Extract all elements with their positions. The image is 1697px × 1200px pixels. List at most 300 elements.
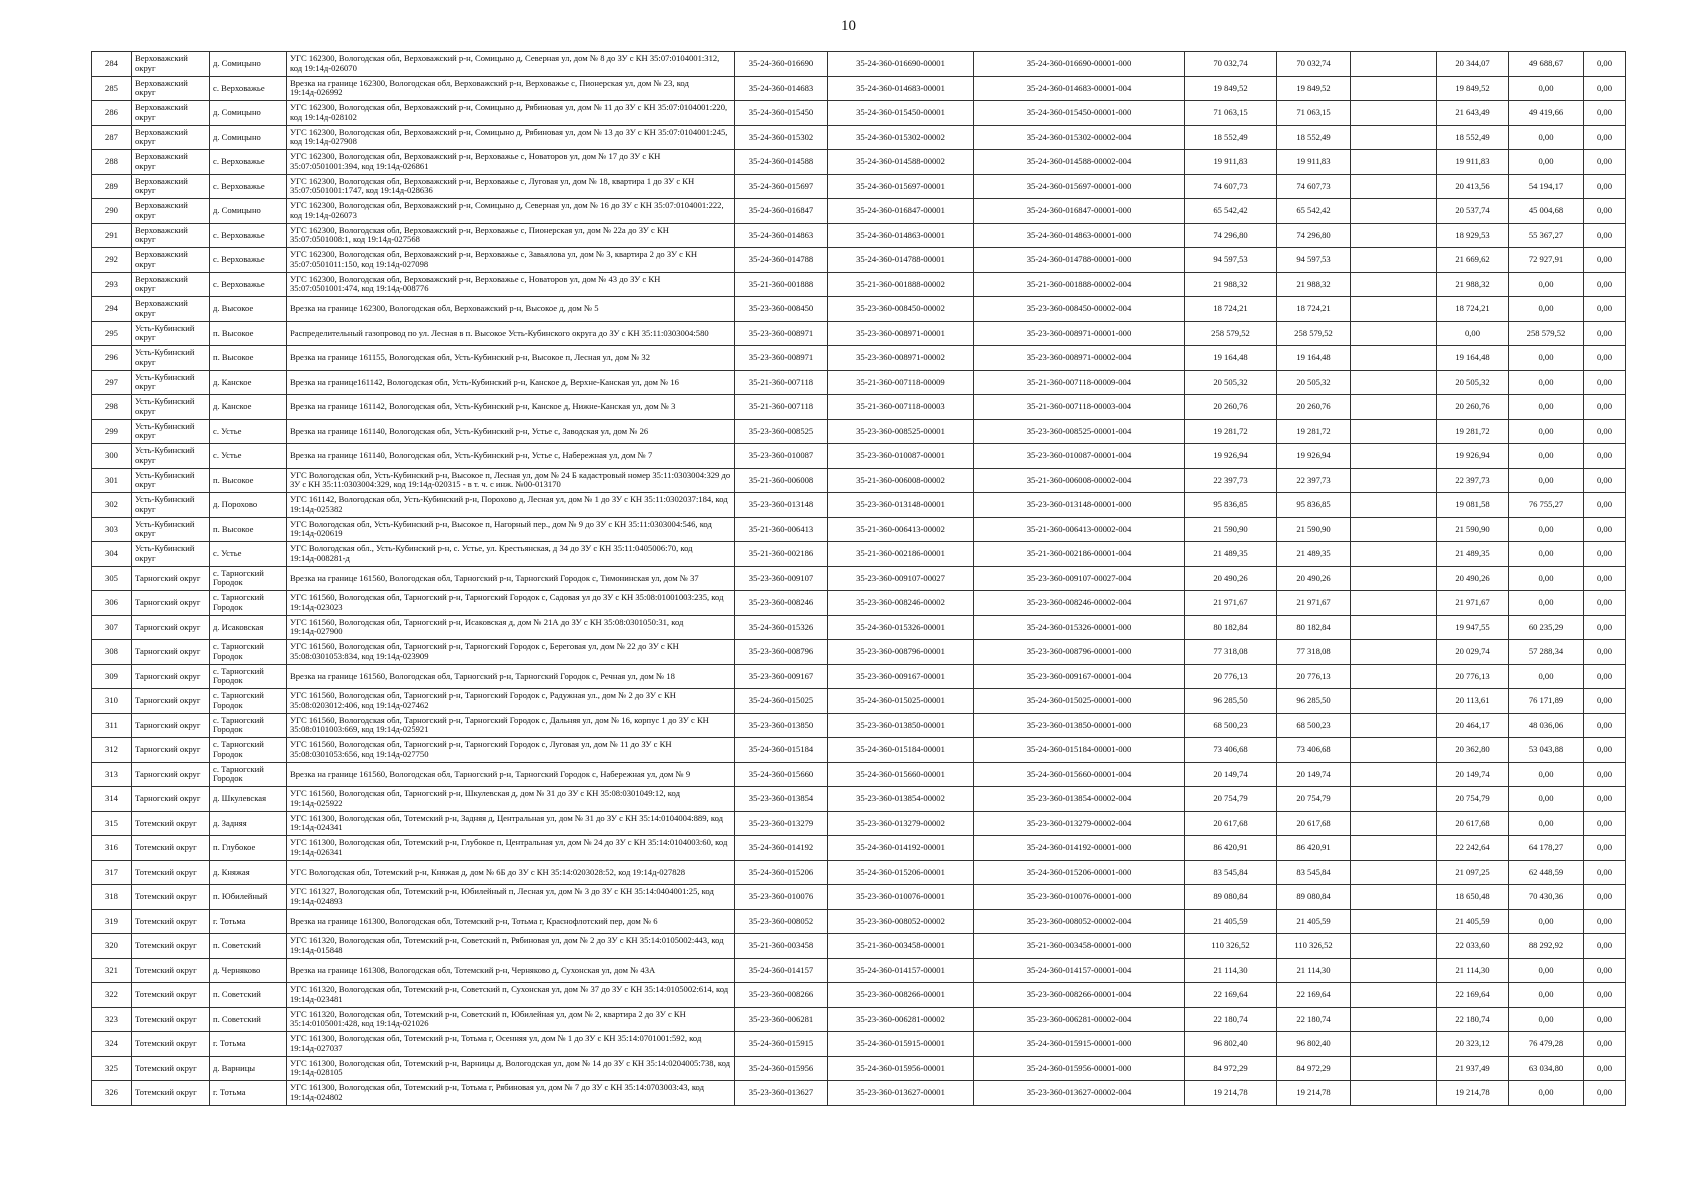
amount-col2-cell: 19 911,83	[1277, 150, 1351, 175]
settlement-cell: п. Советский	[210, 934, 287, 959]
district-cell: Тарногский округ	[132, 591, 210, 616]
amount-col4-cell: 20 323,12	[1437, 1032, 1509, 1057]
amount-col6-cell: 0,00	[1584, 1007, 1626, 1032]
district-cell: Тотемский округ	[132, 836, 210, 861]
object-description-cell: УГС 161327, Вологодская обл, Тотемский р-н, Юбилейный п, Лесная ул, дом № 3 до ЗУ с КН 35:14:0404001:25, код 19:14д-024893	[287, 885, 735, 910]
object-code-cell: 35-23-360-010087	[735, 444, 828, 469]
amount-col5-cell: 0,00	[1509, 566, 1584, 591]
amount-col5-cell: 76 171,89	[1509, 689, 1584, 714]
amount-col6-cell: 0,00	[1584, 1081, 1626, 1106]
district-cell: Усть-Кубинский округ	[132, 395, 210, 420]
amount-total-cell: 80 182,84	[1185, 615, 1277, 640]
amount-col2-cell: 94 597,53	[1277, 248, 1351, 273]
amount-total-cell: 20 490,26	[1185, 566, 1277, 591]
settlement-cell: д. Порохово	[210, 493, 287, 518]
amount-col3-cell	[1351, 321, 1437, 346]
amount-col4-cell: 19 281,72	[1437, 419, 1509, 444]
settlement-cell: п. Советский	[210, 983, 287, 1008]
object-full-code-cell: 35-24-360-015206-00001-000	[974, 860, 1185, 885]
amount-col5-cell: 0,00	[1509, 297, 1584, 322]
settlement-cell: д. Сомицыно	[210, 52, 287, 77]
object-description-cell: УГС Вологодская обл, Усть-Кубинский р-н, Высокое п, Нагорный пер., дом № 9 до ЗУ с КН 35:11:0303004:546, код 19:14д-020619	[287, 517, 735, 542]
table-row	[92, 1056, 1626, 1081]
object-code-cell: 35-24-360-014192	[735, 836, 828, 861]
object-full-code-cell: 35-23-360-008246-00002-004	[974, 591, 1185, 616]
amount-col2-cell: 86 420,91	[1277, 836, 1351, 861]
object-description-cell: УГС 161560, Вологодская обл, Тарногский р-н, Тарногский Городок с, Садовая ул до ЗУ с КН 35:08:0100100З:235, код 19:14д-023023	[287, 591, 735, 616]
table-row	[92, 517, 1626, 542]
district-cell: Усть-Кубинский округ	[132, 468, 210, 493]
amount-col2-cell: 74 607,73	[1277, 174, 1351, 199]
object-full-code-cell: 35-24-360-015697-00001-000	[974, 174, 1185, 199]
table-row	[92, 934, 1626, 959]
amount-col4-cell: 22 033,60	[1437, 934, 1509, 959]
amount-col4-cell: 20 362,80	[1437, 738, 1509, 763]
row-number-cell: 317	[92, 860, 132, 885]
settlement-cell: д. Исаковская	[210, 615, 287, 640]
object-description-cell: УГС 161320, Вологодская обл, Тотемский р-н, Советский п, Сухонская ул, дом № 37 до ЗУ с КН 35:14:0105002:614, код 19:14д-023481	[287, 983, 735, 1008]
amount-col2-cell: 68 500,23	[1277, 713, 1351, 738]
amount-col6-cell: 0,00	[1584, 76, 1626, 101]
object-code-cell: 35-24-360-015660	[735, 762, 828, 787]
amount-col2-cell: 22 180,74	[1277, 1007, 1351, 1032]
settlement-cell: п. Высокое	[210, 321, 287, 346]
row-number-cell: 302	[92, 493, 132, 518]
object-full-code-cell: 35-21-360-002186-00001-004	[974, 542, 1185, 567]
object-description-cell: УГС 161300, Вологодская обл, Тотемский р-н, Тотьма г, Осенняя ул, дом № 1 до ЗУ с КН 35:14:0701001:592, код 19:14д-027037	[287, 1032, 735, 1057]
settlement-cell: с. Устье	[210, 542, 287, 567]
amount-col2-cell: 21 114,30	[1277, 958, 1351, 983]
amount-col4-cell: 19 081,58	[1437, 493, 1509, 518]
amount-col5-cell: 0,00	[1509, 419, 1584, 444]
amount-col5-cell: 0,00	[1509, 150, 1584, 175]
amount-col4-cell: 20 113,61	[1437, 689, 1509, 714]
object-code-cell: 35-23-360-010076	[735, 885, 828, 910]
amount-col5-cell: 48 036,06	[1509, 713, 1584, 738]
table-row	[92, 321, 1626, 346]
object-code-cell: 35-21-360-006008	[735, 468, 828, 493]
amount-col6-cell: 0,00	[1584, 1032, 1626, 1057]
amount-col3-cell	[1351, 934, 1437, 959]
district-cell: Усть-Кубинский округ	[132, 370, 210, 395]
amount-col5-cell: 70 430,36	[1509, 885, 1584, 910]
district-cell: Усть-Кубинский округ	[132, 493, 210, 518]
row-number-cell: 306	[92, 591, 132, 616]
amount-col3-cell	[1351, 1056, 1437, 1081]
amount-col2-cell: 20 149,74	[1277, 762, 1351, 787]
amount-total-cell: 22 180,74	[1185, 1007, 1277, 1032]
table-row	[92, 1032, 1626, 1057]
amount-col5-cell: 76 755,27	[1509, 493, 1584, 518]
amount-col2-cell: 20 776,13	[1277, 664, 1351, 689]
object-description-cell: УГС 161300, Вологодская обл, Тотемский р-н, Тотьма г, Рябиновая ул, дом № 7 до ЗУ с КН 35:14:0703003:43, код 19:14д-024802	[287, 1081, 735, 1106]
amount-col6-cell: 0,00	[1584, 738, 1626, 763]
amount-col4-cell: 20 776,13	[1437, 664, 1509, 689]
amount-col3-cell	[1351, 615, 1437, 640]
settlement-cell: с. Тарногский Городок	[210, 664, 287, 689]
amount-col3-cell	[1351, 346, 1437, 371]
amount-col6-cell: 0,00	[1584, 248, 1626, 273]
object-full-code-cell: 35-21-360-001888-00002-004	[974, 272, 1185, 297]
object-subcode-cell: 35-24-360-015302-00002	[828, 125, 974, 150]
amount-col3-cell	[1351, 101, 1437, 126]
object-subcode-cell: 35-23-360-008525-00001	[828, 419, 974, 444]
row-number-cell: 323	[92, 1007, 132, 1032]
amount-col6-cell: 0,00	[1584, 615, 1626, 640]
object-subcode-cell: 35-23-360-008796-00001	[828, 640, 974, 665]
district-cell: Тарногский округ	[132, 762, 210, 787]
row-number-cell: 288	[92, 150, 132, 175]
row-number-cell: 315	[92, 811, 132, 836]
object-description-cell: УГС 161560, Вологодская обл, Тарногский р-н, Тарногский Городок с, Луговая ул, дом № 11 до ЗУ с КН 35:08:0301053:656, код 19:14д-027750	[287, 738, 735, 763]
table-row	[92, 640, 1626, 665]
amount-col5-cell: 0,00	[1509, 125, 1584, 150]
amount-total-cell: 20 149,74	[1185, 762, 1277, 787]
settlement-cell: п. Высокое	[210, 517, 287, 542]
amount-col3-cell	[1351, 1007, 1437, 1032]
amount-col4-cell: 21 489,35	[1437, 542, 1509, 567]
object-description-cell: Врезка на границе 161142, Вологодская обл, Усть-Кубинский р-н, Канское д, Нижне-Канская ул, дом № 3	[287, 395, 735, 420]
district-cell: Верховажский округ	[132, 150, 210, 175]
object-full-code-cell: 35-24-360-015326-00001-000	[974, 615, 1185, 640]
amount-col6-cell: 0,00	[1584, 125, 1626, 150]
amount-col3-cell	[1351, 1081, 1437, 1106]
table-row	[92, 76, 1626, 101]
amount-total-cell: 20 260,76	[1185, 395, 1277, 420]
amount-col2-cell: 89 080,84	[1277, 885, 1351, 910]
object-description-cell: УГС 161560, Вологодская обл, Тарногский р-н, Тарногский Городок с, Береговая ул, дом № 22 до ЗУ с КН 35:08:0301053:834, код 19:14д-023909	[287, 640, 735, 665]
amount-total-cell: 96 802,40	[1185, 1032, 1277, 1057]
object-code-cell: 35-23-360-013148	[735, 493, 828, 518]
amount-col3-cell	[1351, 566, 1437, 591]
district-cell: Тотемский округ	[132, 909, 210, 934]
district-cell: Тарногский округ	[132, 713, 210, 738]
amount-col2-cell: 19 214,78	[1277, 1081, 1351, 1106]
amount-col3-cell	[1351, 762, 1437, 787]
amount-col5-cell: 55 367,27	[1509, 223, 1584, 248]
amount-col2-cell: 20 490,26	[1277, 566, 1351, 591]
object-subcode-cell: 35-24-360-015206-00001	[828, 860, 974, 885]
amount-col4-cell: 22 180,74	[1437, 1007, 1509, 1032]
amount-col3-cell	[1351, 1032, 1437, 1057]
amount-col3-cell	[1351, 370, 1437, 395]
amount-col6-cell: 0,00	[1584, 199, 1626, 224]
row-number-cell: 318	[92, 885, 132, 910]
table-row	[92, 101, 1626, 126]
settlement-cell: г. Тотьма	[210, 1032, 287, 1057]
object-full-code-cell: 35-23-360-008525-00001-004	[974, 419, 1185, 444]
amount-col6-cell: 0,00	[1584, 174, 1626, 199]
object-description-cell: УГС Вологодская обл, Тотемский р-н, Княжая д, дом № 6Б до ЗУ с КН 35:14:0203028:52, код 19:14д-027828	[287, 860, 735, 885]
row-number-cell: 296	[92, 346, 132, 371]
amount-col6-cell: 0,00	[1584, 101, 1626, 126]
object-code-cell: 35-24-360-015025	[735, 689, 828, 714]
object-subcode-cell: 35-23-360-006281-00002	[828, 1007, 974, 1032]
object-subcode-cell: 35-24-360-014588-00002	[828, 150, 974, 175]
amount-col4-cell: 20 537,74	[1437, 199, 1509, 224]
object-full-code-cell: 35-23-360-008971-00002-004	[974, 346, 1185, 371]
object-description-cell: УГС 161560, Вологодская обл, Тарногский р-н, Шкулевская д, дом № 31 до ЗУ с КН 35:08:0301049:12, код 19:14д-025922	[287, 787, 735, 812]
settlement-cell: п. Советский	[210, 1007, 287, 1032]
amount-col5-cell: 0,00	[1509, 983, 1584, 1008]
table-row	[92, 591, 1626, 616]
amount-col2-cell: 95 836,85	[1277, 493, 1351, 518]
amount-col2-cell: 21 988,32	[1277, 272, 1351, 297]
object-description-cell: УГС 161300, Вологодская обл, Тотемский р-н, Глубокое п, Центральная ул, дом № 24 до ЗУ с КН 35:14:0104003:60, код 19:14д-026341	[287, 836, 735, 861]
settlement-cell: с. Тарногский Городок	[210, 591, 287, 616]
row-number-cell: 314	[92, 787, 132, 812]
amount-col6-cell: 0,00	[1584, 346, 1626, 371]
district-cell: Верховажский округ	[132, 248, 210, 273]
row-number-cell: 295	[92, 321, 132, 346]
amount-col5-cell: 63 034,80	[1509, 1056, 1584, 1081]
settlement-cell: с. Тарногский Городок	[210, 762, 287, 787]
amount-col4-cell: 21 097,25	[1437, 860, 1509, 885]
district-cell: Верховажский округ	[132, 174, 210, 199]
amount-col3-cell	[1351, 52, 1437, 77]
amount-total-cell: 19 911,83	[1185, 150, 1277, 175]
object-description-cell: Врезка на границе 161308, Вологодская обл, Тотемский р-н, Черняково д, Сухонская ул, дом № 43А	[287, 958, 735, 983]
amount-col4-cell: 20 490,26	[1437, 566, 1509, 591]
object-code-cell: 35-23-360-013627	[735, 1081, 828, 1106]
amount-col4-cell: 22 169,64	[1437, 983, 1509, 1008]
amount-col5-cell: 0,00	[1509, 664, 1584, 689]
amount-col2-cell: 22 397,73	[1277, 468, 1351, 493]
table-row	[92, 885, 1626, 910]
row-number-cell: 312	[92, 738, 132, 763]
object-code-cell: 35-21-360-003458	[735, 934, 828, 959]
amount-col4-cell: 20 029,74	[1437, 640, 1509, 665]
object-description-cell: УГС 162300, Вологодская обл, Верховажский р-н, Верховажье с, Новаторов ул, дом № 17 до ЗУ с КН 35:07:0501001:394, код 19:14д-026861	[287, 150, 735, 175]
amount-total-cell: 21 971,67	[1185, 591, 1277, 616]
amount-col5-cell: 62 448,59	[1509, 860, 1584, 885]
object-subcode-cell: 35-23-360-008971-00002	[828, 346, 974, 371]
table-row	[92, 395, 1626, 420]
amount-col6-cell: 0,00	[1584, 811, 1626, 836]
object-full-code-cell: 35-24-360-015184-00001-000	[974, 738, 1185, 763]
object-full-code-cell: 35-23-360-008796-00001-000	[974, 640, 1185, 665]
amount-total-cell: 258 579,52	[1185, 321, 1277, 346]
object-full-code-cell: 35-24-360-015302-00002-004	[974, 125, 1185, 150]
object-full-code-cell: 35-21-360-003458-00001-000	[974, 934, 1185, 959]
object-full-code-cell: 35-23-360-013279-00002-004	[974, 811, 1185, 836]
table-row	[92, 983, 1626, 1008]
table-row	[92, 542, 1626, 567]
row-number-cell: 320	[92, 934, 132, 959]
row-number-cell: 316	[92, 836, 132, 861]
district-cell: Верховажский округ	[132, 125, 210, 150]
amount-col5-cell: 0,00	[1509, 468, 1584, 493]
district-cell: Тарногский округ	[132, 738, 210, 763]
row-number-cell: 307	[92, 615, 132, 640]
object-description-cell: Врезка на границе 161560, Вологодская обл, Тарногский р-н, Тарногский Городок с, Набережная ул, дом № 9	[287, 762, 735, 787]
row-number-cell: 321	[92, 958, 132, 983]
district-cell: Усть-Кубинский округ	[132, 346, 210, 371]
district-cell: Верховажский округ	[132, 272, 210, 297]
district-cell: Тотемский округ	[132, 860, 210, 885]
object-subcode-cell: 35-23-360-010087-00001	[828, 444, 974, 469]
settlement-cell: г. Тотьма	[210, 909, 287, 934]
object-subcode-cell: 35-21-360-006008-00002	[828, 468, 974, 493]
object-subcode-cell: 35-24-360-014157-00001	[828, 958, 974, 983]
object-subcode-cell: 35-23-360-009107-00027	[828, 566, 974, 591]
amount-col3-cell	[1351, 444, 1437, 469]
object-full-code-cell: 35-24-360-016690-00001-000	[974, 52, 1185, 77]
object-code-cell: 35-24-360-015302	[735, 125, 828, 150]
object-code-cell: 35-24-360-016847	[735, 199, 828, 224]
row-number-cell: 310	[92, 689, 132, 714]
object-code-cell: 35-24-360-015697	[735, 174, 828, 199]
table-row	[92, 52, 1626, 77]
amount-col5-cell: 0,00	[1509, 811, 1584, 836]
amount-col6-cell: 0,00	[1584, 419, 1626, 444]
object-description-cell: УГС 161560, Вологодская обл, Тарногский р-н, Тарногский Городок с, Дальняя ул, дом № 16, корпус 1 до ЗУ с КН 35:08:0101003:669, код 19:14д-025921	[287, 713, 735, 738]
amount-col6-cell: 0,00	[1584, 493, 1626, 518]
table-row	[92, 615, 1626, 640]
object-description-cell: УГС 162300, Вологодская обл, Верховажский р-н, Верховажье с, Новаторов ул, дом № 43 до ЗУ с КН 35:07:0501001:474, код 19:14д-008776	[287, 272, 735, 297]
amount-col2-cell: 77 318,08	[1277, 640, 1351, 665]
settlement-cell: д. Черняково	[210, 958, 287, 983]
district-cell: Верховажский округ	[132, 101, 210, 126]
object-code-cell: 35-23-360-013854	[735, 787, 828, 812]
row-number-cell: 300	[92, 444, 132, 469]
amount-col6-cell: 0,00	[1584, 713, 1626, 738]
district-cell: Верховажский округ	[132, 223, 210, 248]
amount-col2-cell: 19 849,52	[1277, 76, 1351, 101]
amount-col6-cell: 0,00	[1584, 836, 1626, 861]
object-subcode-cell: 35-23-360-013854-00002	[828, 787, 974, 812]
district-cell: Тарногский округ	[132, 787, 210, 812]
table-row	[92, 125, 1626, 150]
amount-col5-cell: 0,00	[1509, 346, 1584, 371]
table-row	[92, 689, 1626, 714]
district-cell: Тотемский округ	[132, 1056, 210, 1081]
table-row	[92, 150, 1626, 175]
amount-col4-cell: 21 643,49	[1437, 101, 1509, 126]
district-cell: Усть-Кубинский округ	[132, 419, 210, 444]
table-row	[92, 713, 1626, 738]
object-description-cell: УГС 162300, Вологодская обл, Верховажский р-н, Сомицыно д, Северная ул, дом № 16 до ЗУ с КН 35:07:0104001:222, код 19:14д-026073	[287, 199, 735, 224]
settlement-cell: с. Верховажье	[210, 223, 287, 248]
amount-col5-cell: 60 235,29	[1509, 615, 1584, 640]
object-description-cell: УГС Вологодская обл, Усть-Кубинский р-н, Высокое п, Лесная ул, дом № 24 Б кадастровый номер 35:11:0303004:329 до ЗУ с КН 35:11:0303004:329, код 19:14д-020315 - в т. ч. с инж. №00-013170	[287, 468, 735, 493]
object-code-cell: 35-23-360-008246	[735, 591, 828, 616]
settlement-cell: д. Шкулевская	[210, 787, 287, 812]
object-code-cell: 35-24-360-014157	[735, 958, 828, 983]
object-subcode-cell: 35-24-360-015450-00001	[828, 101, 974, 126]
amount-total-cell: 19 849,52	[1185, 76, 1277, 101]
object-subcode-cell: 35-21-360-007118-00003	[828, 395, 974, 420]
district-cell: Тарногский округ	[132, 640, 210, 665]
object-subcode-cell: 35-23-360-010076-00001	[828, 885, 974, 910]
row-number-cell: 299	[92, 419, 132, 444]
object-subcode-cell: 35-24-360-015956-00001	[828, 1056, 974, 1081]
amount-col3-cell	[1351, 713, 1437, 738]
amount-total-cell: 20 754,79	[1185, 787, 1277, 812]
amount-total-cell: 84 972,29	[1185, 1056, 1277, 1081]
table-row	[92, 444, 1626, 469]
object-code-cell: 35-23-360-008450	[735, 297, 828, 322]
amount-col5-cell: 0,00	[1509, 395, 1584, 420]
settlement-cell: с. Тарногский Городок	[210, 689, 287, 714]
settlement-cell: с. Верховажье	[210, 174, 287, 199]
object-subcode-cell: 35-23-360-008266-00001	[828, 983, 974, 1008]
table-row	[92, 370, 1626, 395]
object-code-cell: 35-21-360-007118	[735, 395, 828, 420]
object-code-cell: 35-24-360-016690	[735, 52, 828, 77]
district-cell: Тотемский округ	[132, 811, 210, 836]
settlement-cell: с. Верховажье	[210, 76, 287, 101]
object-full-code-cell: 35-23-360-013854-00002-004	[974, 787, 1185, 812]
amount-col4-cell: 18 552,49	[1437, 125, 1509, 150]
object-code-cell: 35-24-360-015956	[735, 1056, 828, 1081]
row-number-cell: 313	[92, 762, 132, 787]
amount-col5-cell: 0,00	[1509, 370, 1584, 395]
district-cell: Тотемский округ	[132, 934, 210, 959]
object-code-cell: 35-23-360-009167	[735, 664, 828, 689]
amount-col4-cell: 20 149,74	[1437, 762, 1509, 787]
amount-col4-cell: 19 947,55	[1437, 615, 1509, 640]
amount-col2-cell: 110 326,52	[1277, 934, 1351, 959]
amount-col6-cell: 0,00	[1584, 787, 1626, 812]
object-full-code-cell: 35-24-360-014157-00001-004	[974, 958, 1185, 983]
object-full-code-cell: 35-23-360-008450-00002-004	[974, 297, 1185, 322]
amount-col3-cell	[1351, 199, 1437, 224]
amount-total-cell: 86 420,91	[1185, 836, 1277, 861]
amount-col3-cell	[1351, 223, 1437, 248]
row-number-cell: 325	[92, 1056, 132, 1081]
amount-total-cell: 83 545,84	[1185, 860, 1277, 885]
table-row	[92, 836, 1626, 861]
amount-col2-cell: 21 405,59	[1277, 909, 1351, 934]
amount-total-cell: 21 590,90	[1185, 517, 1277, 542]
object-subcode-cell: 35-23-360-013627-00001	[828, 1081, 974, 1106]
amount-col5-cell: 0,00	[1509, 1007, 1584, 1032]
amount-col6-cell: 0,00	[1584, 395, 1626, 420]
settlement-cell: д. Сомицыно	[210, 125, 287, 150]
amount-total-cell: 77 318,08	[1185, 640, 1277, 665]
object-description-cell: УГС 162300, Вологодская обл, Верховажский р-н, Верховажье с, Завьялова ул, дом № 3, квартира 2 до ЗУ с КН 35:07:0501011:150, код 19:14д-027098	[287, 248, 735, 273]
row-number-cell: 292	[92, 248, 132, 273]
amount-col5-cell: 0,00	[1509, 909, 1584, 934]
object-subcode-cell: 35-24-360-016690-00001	[828, 52, 974, 77]
row-number-cell: 308	[92, 640, 132, 665]
table-row	[92, 860, 1626, 885]
amount-col2-cell: 70 032,74	[1277, 52, 1351, 77]
settlement-cell: д. Княжая	[210, 860, 287, 885]
settlement-cell: с. Верховажье	[210, 150, 287, 175]
amount-total-cell: 18 552,49	[1185, 125, 1277, 150]
object-code-cell: 35-21-360-001888	[735, 272, 828, 297]
object-subcode-cell: 35-23-360-008971-00001	[828, 321, 974, 346]
amount-total-cell: 18 724,21	[1185, 297, 1277, 322]
object-description-cell: УГС 161300, Вологодская обл, Тотемский р-н, Варницы д, Вологодская ул, дом № 14 до ЗУ с КН 35:14:0204005:738, код 19:14д-028105	[287, 1056, 735, 1081]
settlement-cell: с. Тарногский Городок	[210, 566, 287, 591]
amount-col2-cell: 74 296,80	[1277, 223, 1351, 248]
table-row	[92, 1007, 1626, 1032]
amount-col3-cell	[1351, 860, 1437, 885]
object-full-code-cell: 35-23-360-013627-00002-004	[974, 1081, 1185, 1106]
object-description-cell: УГС 162300, Вологодская обл, Верховажский р-н, Сомицыно д, Рябиновая ул, дом № 11 до ЗУ с КН 35:07:0104001:220, код 19:14д-028102	[287, 101, 735, 126]
amount-col3-cell	[1351, 248, 1437, 273]
settlement-cell: г. Тотьма	[210, 1081, 287, 1106]
amount-col3-cell	[1351, 885, 1437, 910]
amount-col2-cell: 96 802,40	[1277, 1032, 1351, 1057]
amount-col4-cell: 19 214,78	[1437, 1081, 1509, 1106]
amount-col5-cell: 53 043,88	[1509, 738, 1584, 763]
amount-col2-cell: 18 552,49	[1277, 125, 1351, 150]
page-number: 10	[841, 18, 856, 34]
